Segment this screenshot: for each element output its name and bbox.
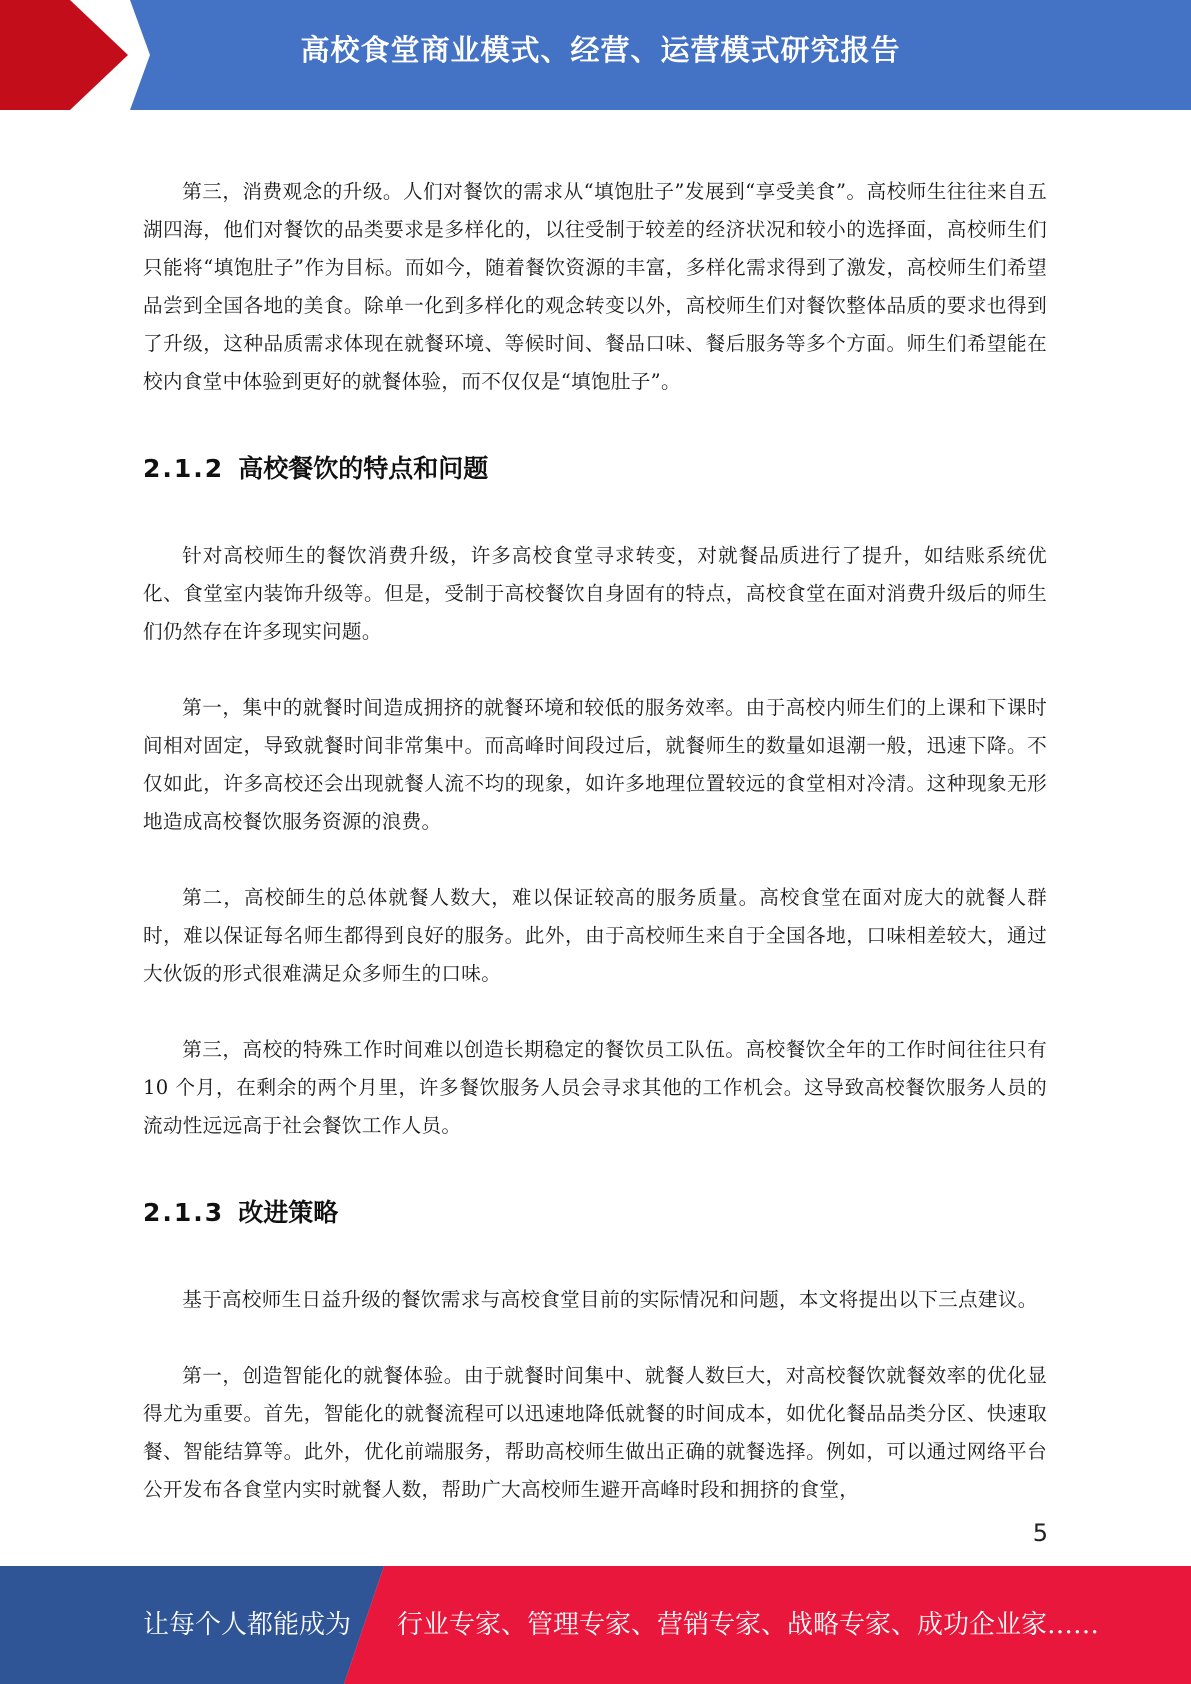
page-footer (0, 1566, 1191, 1684)
section-title: 高校餐饮的特点和问题 (238, 454, 489, 483)
section-number: 2.1.2 (143, 454, 225, 483)
document-body (143, 173, 1047, 1509)
footer-slogan-left: 让每个人都能成为 (143, 1610, 352, 1640)
section-heading-2-1-2 (143, 439, 1047, 499)
paragraph-problem-1: 第一，集中的就餐时间造成拥挤的就餐环境和较低的服务效率。由于高校内师生们的上课和下课时间相对固定，导致就餐时间非常集中。而高峰时间段过后，就餐师生的数量如退潮一般，迅速下降。不仅如此，许多高校还会出现就餐人流不均的现象，如许多地理位置较远的食堂相对冷清。这种现象无形地造成高校餐饮服务资源的浪费。 (143, 696, 1047, 833)
paragraph-intro-problems: 针对高校师生的餐饮消费升级，许多高校食堂寻求转变，对就餐品质进行了提升，如结账系统优化、食堂室内装饰升级等。但是，受制于高校餐饮自身固有的特点，高校食堂在面对消费升级后的师生们仍然存在许多现实问题。 (143, 544, 1047, 643)
paragraph-consumption-upgrade: 第三，消费观念的升级。人们对餐饮的需求从“填饱肚子”发展到“享受美食”。高校师生往往来自五湖四海，他们对餐饮的品类要求是多样化的，以往受制于较差的经济状况和较小的选择面，高校师生们只能将“填饱肚子”作为目标。而如今，随着餐饮资源的丰富，多样化需求得到了激发，高校师生们希望品尝到全国各地的美食。除单一化到多样化的观念转变以外，高校师生们对餐饮整体品质的要求也得到了升级，这种品质需求体现在就餐环境、等候时间、餐品口味、餐后服务等多个方面。师生们希望能在校内食堂中体验到更好的就餐体验，而不仅仅是“填饱肚子”。 (143, 180, 1047, 393)
section-heading-2-1-3 (143, 1183, 1047, 1243)
paragraph-strategy-intro: 基于高校师生日益升级的餐饮需求与高校食堂目前的实际情况和问题，本文将提出以下三点建议。 (182, 1288, 1038, 1311)
paragraph-problem-3: 第三，高校的特殊工作时间难以创造长期稳定的餐饮员工队伍。高校餐饮全年的工作时间往往只有 10 个月，在剩余的两个月里，许多餐饮服务人员会寻求其他的工作机会。这导致高校餐饮服务人员的流动性远远高于社会餐饮工作人员。 (143, 1038, 1047, 1137)
report-title: 高校食堂商业模式、经营、运营模式研究报告 (300, 33, 901, 67)
footer-slogan-right: 行业专家、管理专家、营销专家、战略专家、成功企业家…… (397, 1610, 1100, 1640)
section-number: 2.1.3 (143, 1198, 225, 1227)
section-title: 改进策略 (238, 1198, 339, 1227)
page-number: 5 (1032, 1519, 1048, 1547)
paragraph-strategy-1: 第一，创造智能化的就餐体验。由于就餐时间集中、就餐人数巨大，对高校餐饮就餐效率的优化显得尤为重要。首先，智能化的就餐流程可以迅速地降低就餐的时间成本，如优化餐品品类分区、快速取餐、智能结算等。此外，优化前端服务，帮助高校师生做出正确的就餐选择。例如，可以通过网络平台公开发布各食堂内实时就餐人数，帮助广大高校师生避开高峰时段和拥挤的食堂， (143, 1364, 1047, 1501)
paragraph-problem-2: 第二，高校師生的总体就餐人数大，难以保证较高的服务质量。高校食堂在面对庞大的就餐人群时，难以保证每名师生都得到良好的服务。此外，由于高校师生来自于全国各地，口味相差较大，通过大伙饭的形式很难满足众多师生的口味。 (143, 886, 1047, 985)
page-header (0, 0, 1191, 110)
